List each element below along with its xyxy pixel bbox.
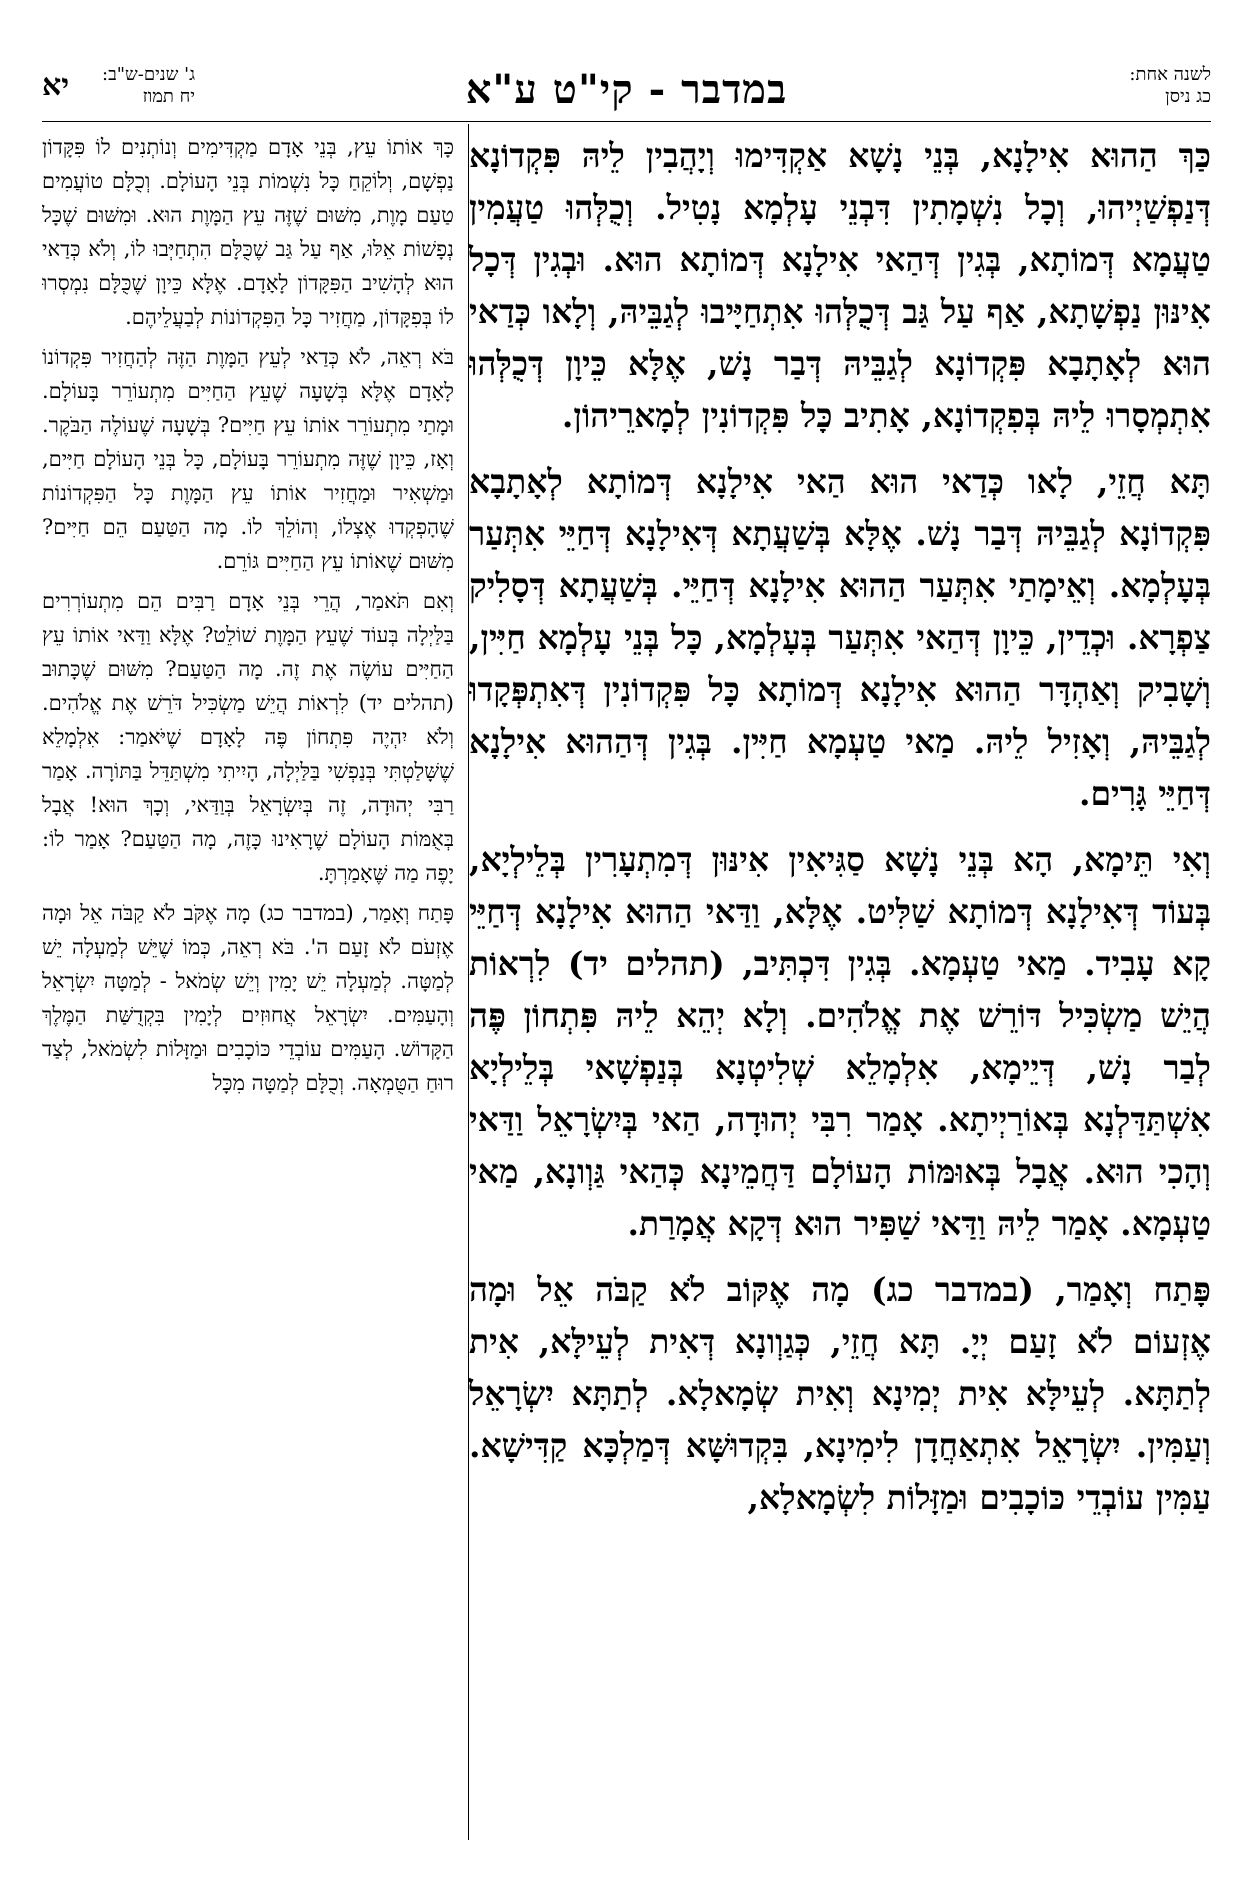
main-paragraph: וְאִי תֵּימָא, הָא בְּנֵי נָשָׁא סַגִּיאִין אִינּוּן דְּמִתְעָרִין בְּלֵילְיָא, בְּעוֹד דְּאִילָנָא דְּמוֹתָא שַׁלִּיט. אֶלָּא, וַדַּאי הַהוּא אִילָנָא דְּחַיֵּי קָא עָבִיד. מַאי טַעְמָא. בְּגִין דִּכְתִּיב, (תהלים יד) לִרְאוֹת הֲיֵשׁ מַשְׂכִּיל דּוֹרֵשׁ אֶת אֱלֹהִים. וְלָא יְהֵא לֵיהּ פִּתְחוֹן פֶּה לְבַר נָשׁ, דְּיֵימָא, אִלְמָלֵא שְׁלִיטְנָא בְּנַפְשָׁאי בְּלֵילְיָא אִשְׁתַּדַּלְנָא בְּאוֹרַיְיתָא. אָמַר רִבִּי יְהוּדָה, הַאי בְּיִשְׂרָאֵל וַדַּאי וְהָכִי הוּא. אֲבָל בְּאוּמּוֹת הָעוֹלָם דַּחֲמֵינָא כְּהַאי גַּוְונָא, מַאי טַעְמָא. אָמַר לֵיהּ וַדַּאי שַׁפִּיר הוּא דְּקָא אֲמָרַת. [469, 840, 1211, 1243]
main-text-column [469, 130, 1211, 1830]
translation-paragraph: פָּתַח וְאָמַר, (במדבר כג) מָה אֶקֹּב לֹא קַבֹּה אֵל וּמָה אֶזְעֹם לֹא זָעַם ה'. בֹּא רְאֵה, כְּמוֹ שֶׁיֵּשׁ לְמַעְלָה יֵשׁ לְמַטָּה. לְמַעְלָה יֵשׁ יָמִין וְיֵשׁ שְׂמֹאל - לְמַטָּה יִשְׂרָאֵל וְהָעַמִּים. יִשְׂרָאֵל אֲחוּזִים לְיָמִין בִּקְדֻשַּׁת הַמֶּלֶךְ הַקָּדוֹשׁ. הָעַמִּים עוֹבְדֵי כּוֹכָבִים וּמַזָּלוֹת לִשְׂמֹאל, לְצַד רוּחַ הַטֻּמְאָה. וְכֻלָּם לְמַטָּה מִכָּל [42, 901, 454, 1095]
header-reading-schedule-three-years [102, 64, 195, 108]
main-paragraph: תָּא חֲזֵי, לָאו כְּדַאי הוּא הַאי אִילָנָא דְּמוֹתָא לְאָתָבָא פִּקְדוֹנָא לְגַבֵּיהּ דְּבַר נָשׁ. אֶלָּא בְּשַׁעֲתָא דְּאִילָנָא דְּחַיֵּי אִתְּעַר בְּעָלְמָא. וְאֵימָתַי אִתְּעַר הַהוּא אִילָנָא דְּחַיֵּי. בְּשַׁעֲתָא דְּסָלִיק צַפְרָא. וּכְדֵין, כֵּיוָן דְּהַאי אִתְּעַר בְּעָלְמָא, כָּל בְּנֵי עָלְמָא חַיִּין, וְשָׁבִיק וְאַהְדָּר הַהוּא אִילָנָא דְּמוֹתָא כָּל פִּקְדוֹנִין דְּאִתְפְּקָדוּ לְגַבֵּיהּ, וְאָזִיל לֵיהּ. מַאי טַעְמָא חַיִּין. בְּגִין דְּהַהוּא אִילָנָא דְּחַיֵּי גָּרִים. [469, 462, 1211, 813]
header-divider [42, 121, 1211, 122]
page-number: יא [42, 68, 70, 103]
translation-column [42, 130, 454, 1830]
page-title: במדבר - קי"ט ע"א [465, 66, 788, 113]
header-one-year-date: כג ניסן [1165, 86, 1211, 107]
translation-paragraph: כָּךְ אוֹתוֹ עֵץ, בְּנֵי אָדָם מַקְדִּימִים וְנוֹתְנִים לוֹ פִּקָּדוֹן נַפְשָׁם, וְלוֹקֵחַ כָּל נִשְׁמוֹת בְּנֵי הָעוֹלָם. וְכֻלָּם טוֹעֲמִים טַעַם מָוֶת, מִשּׁוּם שֶׁזֶּה עֵץ הַמָּוֶת הוּא. וּמִשּׁוּם שֶׁכָּל נְפָשׁוֹת אֵלּוּ, אַף עַל גַּב שֶׁכֻּלָּם הִתְחַיְּבוּ לוֹ, וְלֹא כְּדַאי הוּא לְהָשִׁיב הַפִּקָּדוֹן לָאָדָם. אֶלָּא כֵּיוָן שֶׁכֻּלָּם נִמְסְרוּ לוֹ בְּפִקָּדוֹן, מַחֲזִיר כָּל הַפִּקְדוֹנוֹת לְבַעֲלֵיהֶם. [42, 135, 454, 329]
main-paragraph: פָּתַח וְאָמַר, (במדבר כג) מָה אֶקּוֹב לֹא קַבֹּה אֵל וּמָה אֶזְעוֹם לֹא זָעַם יְיָ. תָּא חֲזֵי, כְּגַוְונָא דְּאִית לְעֵילָּא, אִית לְתַתָּא. לְעֵילָּא אִית יְמִינָא וְאִית שְׂמָאלָא. לְתַתָּא יִשְׂרָאֵל וְעַמִּין. יִשְׂרָאֵל אִתְאַחֲדָן לִימִינָא, בִּקְדוּשָּׁא דְּמַלְכָּא קַדִּישָׁא. עַמִּין עוֹבְדֵי כּוֹכָבִים וּמַזָּלוֹת לִשְׂמָאלָא, [469, 1270, 1211, 1517]
header-one-year-label: לשנה אחת: [1129, 64, 1211, 85]
header-three-years-label: ג' שנים-ש"ב: [102, 64, 196, 85]
main-paragraph: כַּךְ הַהוּא אִילָנָא, בְּנֵי נָשָׁא אַקְדִּימוּ וְיָהֲבִין לֵיהּ פִּקְדוֹנָא דְּנַפְשַׁיְיהוּ, וְכָל נִשְׁמָתִין דִּבְנֵי עָלְמָא נָטִיל. וְכֻלְּהוּ טַעֲמִין טַעֲמָא דְּמוֹתָא, בְּגִין דְּהַאי אִילָנָא דְּמוֹתָא הוּא. וּבְגִין דְּכָל אִינּוּן נַפְשָׁתָא, אַף עַל גַּב דְּכֻלְּהוּ אִתְחַיָּיבוּ לְגַבֵּיהּ, וְלָאו כְּדַאי הוּא לְאָתָבָא פִּקְדוֹנָא לְגַבֵּיהּ דְּבַר נָשׁ, אֶלָּא כֵּיוָן דְּכֻלְּהוּ אִתְמְסָרוּ לֵיהּ בְּפִקְדוֹנָא, אָתִיב כָּל פִּקְדוֹנִין לְמָארֵיהוֹן. [469, 136, 1211, 435]
page-header [42, 58, 1211, 128]
header-three-years-date: יח תמוז [142, 86, 196, 107]
translation-paragraph: בֹּא רְאֵה, לֹא כְּדַאי לְעֵץ הַמָּוֶת הַזֶּה לְהַחֲזִיר פִּקְדוֹנוֹ לָאָדָם אֶלָּא בְּשָׁעָה שֶׁעֵץ הַחַיִּים מִתְעוֹרֵר בָּעוֹלָם. וּמָתַי מִתְעוֹרֵר אוֹתוֹ עֵץ חַיִּים? בְּשָׁעָה שֶׁעוֹלֶה הַבֹּקֶר. וְאָז, כֵּיוָן שֶׁזֶּה מִתְעוֹרֵר בָּעוֹלָם, כָּל בְּנֵי הָעוֹלָם חַיִּים, וּמַשְׁאִיר וּמַחֲזִיר אוֹתוֹ עֵץ הַמָּוֶת כָּל הַפִּקְדוֹנוֹת שֶׁהָפְקְדוּ אֶצְלוֹ, וְהוֹלֵךְ לוֹ. מָה הַטַּעַם הֵם חַיִּים? מִשּׁוּם שֶׁאוֹתוֹ עֵץ הַחַיִּים גּוֹרֵם. [42, 345, 454, 573]
translation-paragraph: וְאִם תֹּאמַר, הֲרֵי בְּנֵי אָדָם רַבִּים הֵם מִתְעוֹרְרִים בַּלַּיְלָה בְּעוֹד שֶׁעֵץ הַמָּוֶת שׁוֹלֵט? אֶלָּא וַדַּאי אוֹתוֹ עֵץ הַחַיִּים עוֹשֶׂה אֶת זֶה. מָה הַטַּעַם? מִשּׁוּם שֶׁכָּתוּב (תהלים יד) לִרְאוֹת הֲיֵשׁ מַשְׂכִּיל דֹּרֵשׁ אֶת אֱלֹהִים. וְלֹא יִהְיֶה פִּתְחוֹן פֶּה לָאָדָם שֶׁיֹּאמַר: אִלְמָלֵא שֶׁשָּׁלַטְתִּי בְּנַפְשִׁי בַּלַּיְלָה, הָיִיתִי מִשְׁתַּדֵּל בַּתּוֹרָה. אָמַר רַבִּי יְהוּדָה, זֶה בְּיִשְׂרָאֵל בְּוַדַּאי, וְכָךְ הוּא! אֲבָל בְּאֻמּוֹת הָעוֹלָם שֶׁרָאִינוּ כָּזֶה, מָה הַטַּעַם? אָמַר לוֹ: יָפֶה מַה שֶּׁאָמַרְתָּ. [42, 589, 454, 885]
